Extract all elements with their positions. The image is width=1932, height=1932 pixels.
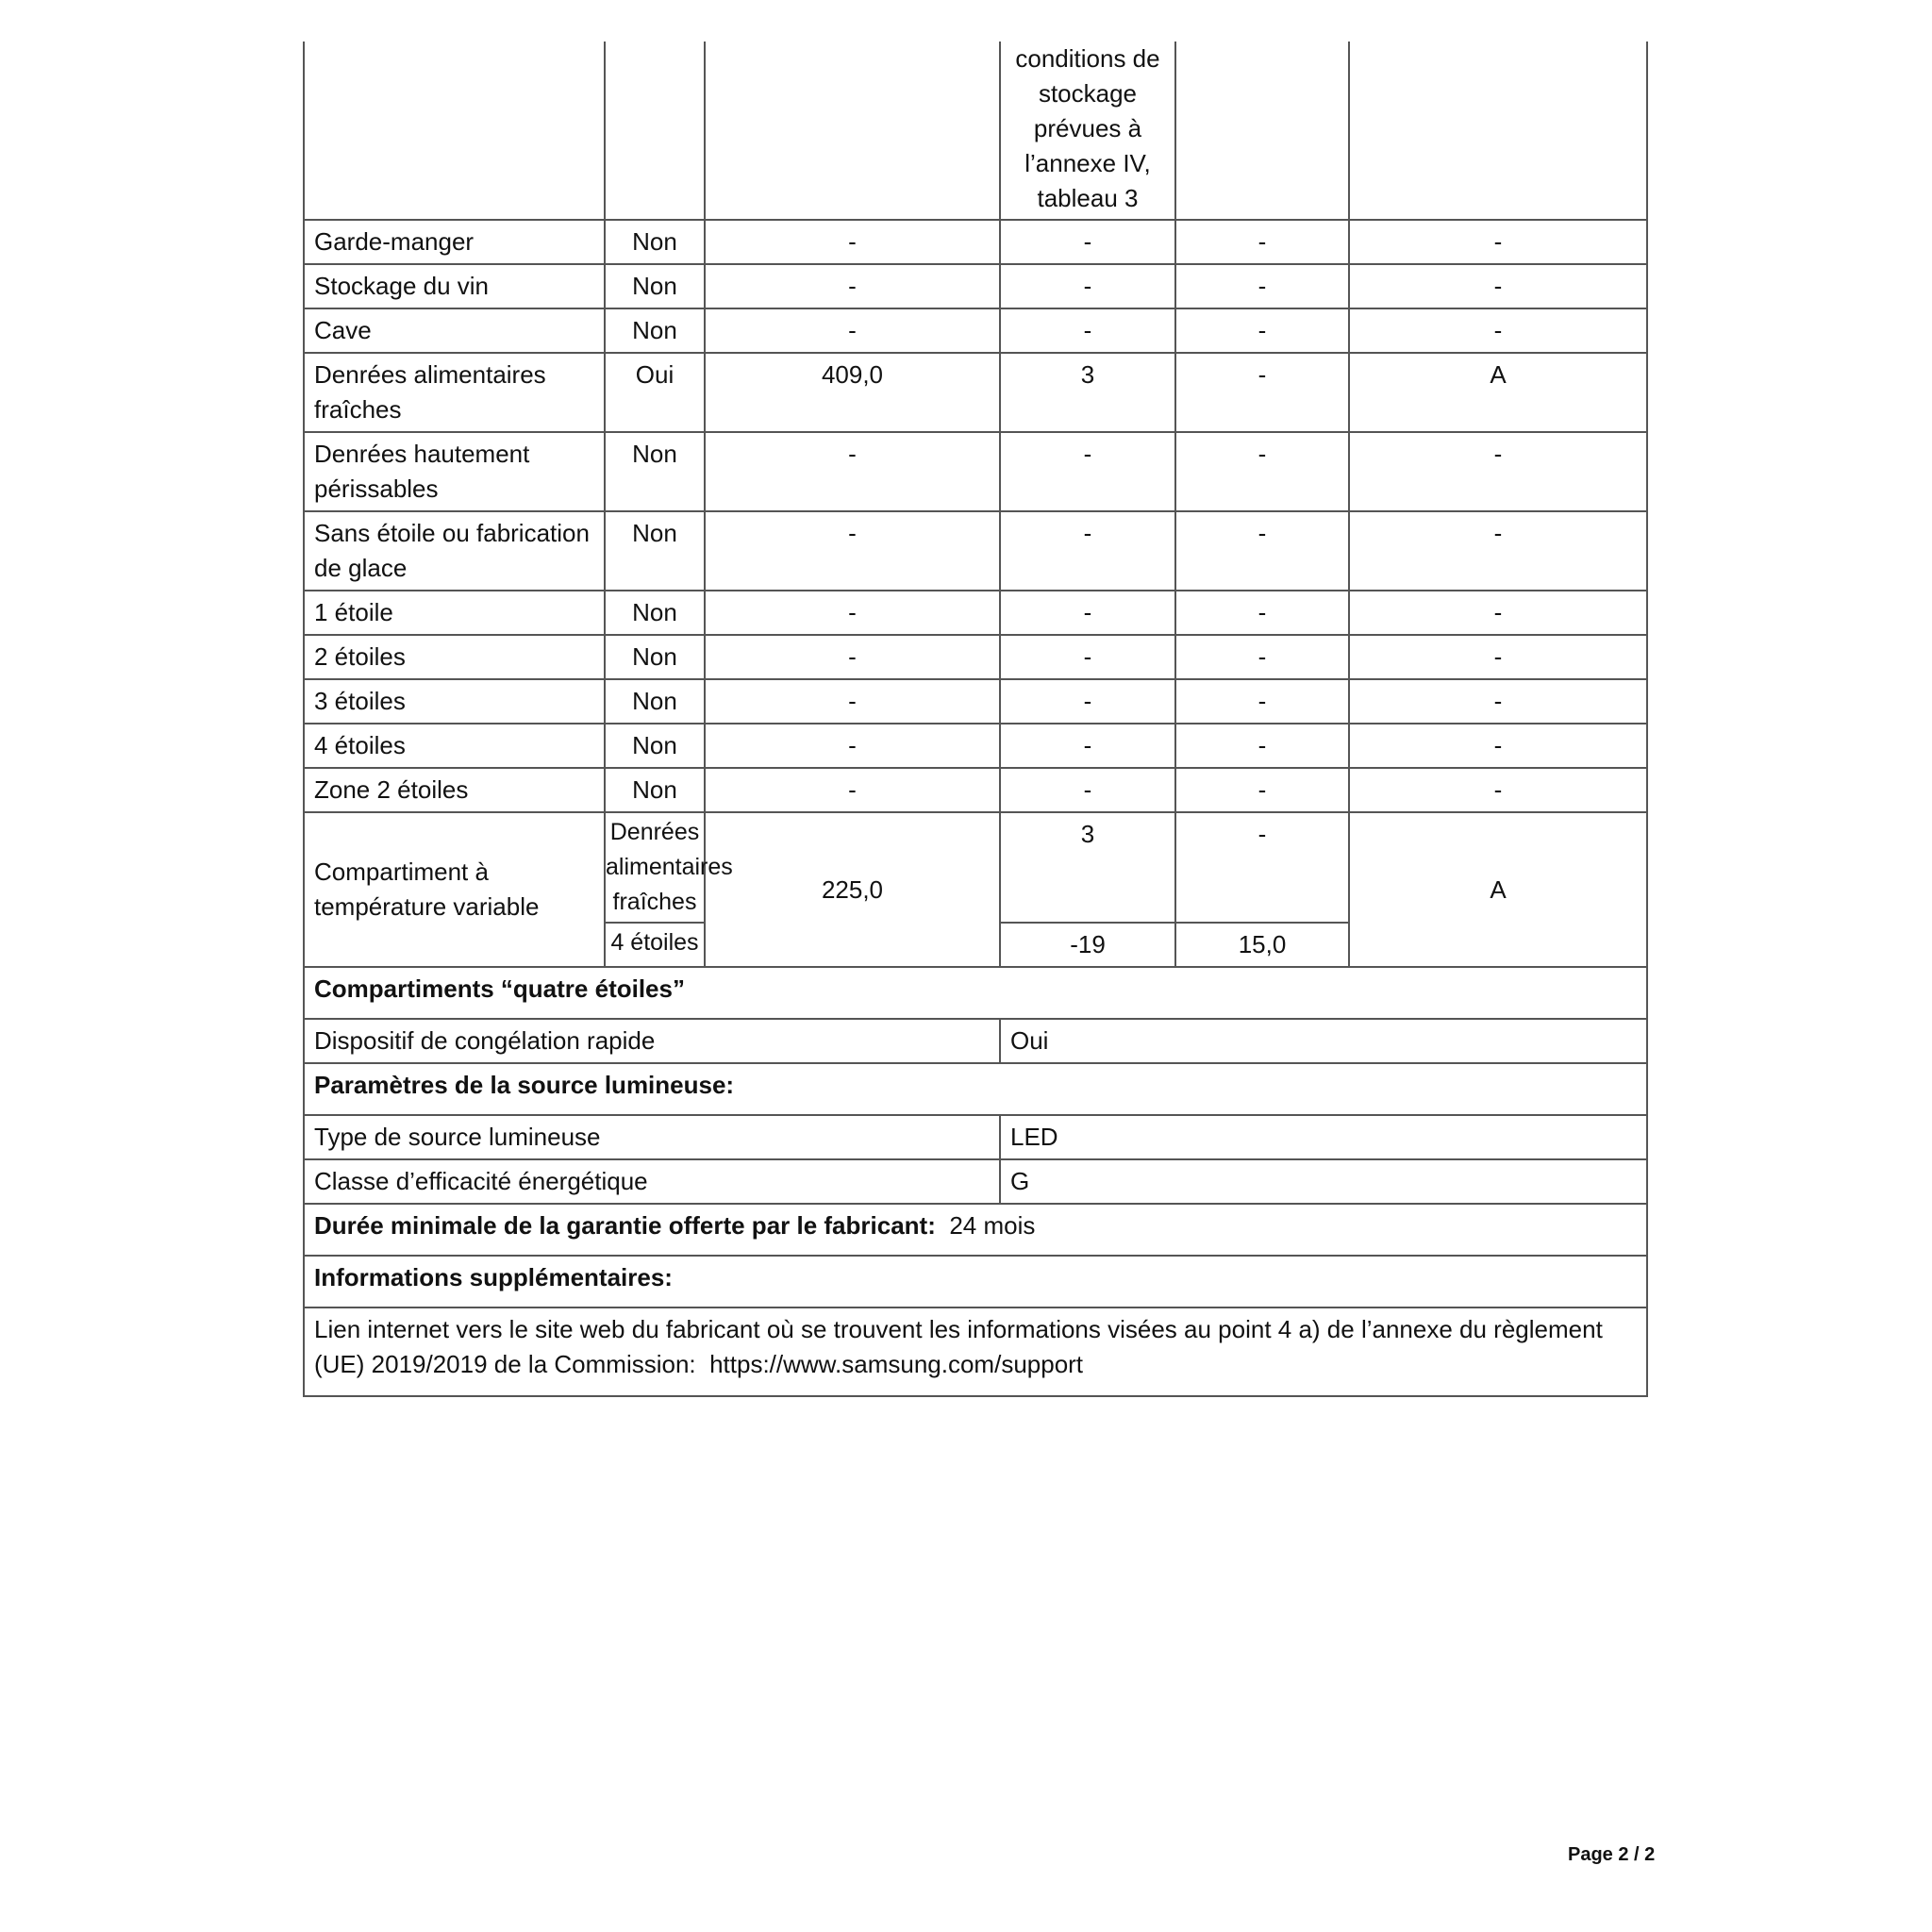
compartment-climate-class: -: [1349, 264, 1647, 308]
page-number: Page 2 / 2: [1568, 1844, 1656, 1865]
variable-temp-fresh: 3: [1000, 812, 1175, 923]
manufacturer-support-link[interactable]: https://www.samsung.com/support: [709, 1350, 1084, 1378]
energy-class-label: Classe d’efficacité énergétique: [304, 1159, 1000, 1204]
compartment-climate-class: -: [1349, 635, 1647, 679]
compartment-name: 1 étoile: [304, 591, 605, 635]
fast-freeze-row: [304, 1019, 1647, 1063]
warranty-row: [304, 1204, 1647, 1256]
table-row: [304, 308, 1647, 353]
compartment-present: Non: [605, 591, 705, 635]
compartment-temperature: -: [1000, 308, 1175, 353]
compartment-volume: -: [705, 768, 1000, 812]
continued-header-cell: [1000, 42, 1175, 220]
light-type-value: LED: [1000, 1115, 1647, 1159]
compartment-present: Non: [605, 635, 705, 679]
table-row: [304, 220, 1647, 264]
compartment-climate-class: -: [1349, 511, 1647, 591]
compartment-present: Non: [605, 220, 705, 264]
compartment-volume: -: [705, 220, 1000, 264]
compartment-temperature: -: [1000, 635, 1175, 679]
compartment-climate-class: -: [1349, 220, 1647, 264]
compartment-freezing-capacity: -: [1175, 724, 1349, 768]
compartment-volume: -: [705, 591, 1000, 635]
compartment-volume: -: [705, 679, 1000, 724]
variable-temp-four-star: -19: [1000, 923, 1175, 967]
extra-heading: Informations supplémentaires:: [304, 1256, 1647, 1307]
compartment-name: 4 étoiles: [304, 724, 605, 768]
extra-info-cell: [304, 1307, 1647, 1396]
variable-compartment-name: Compartiment à température variable: [304, 812, 605, 967]
compartment-volume: -: [705, 635, 1000, 679]
compartment-present: Non: [605, 511, 705, 591]
table-row: [304, 264, 1647, 308]
warranty-value: 24 mois: [949, 1211, 1036, 1240]
compartment-volume: -: [705, 308, 1000, 353]
compartment-freezing-capacity: -: [1175, 220, 1349, 264]
compartment-table: [303, 42, 1648, 1397]
compartment-temperature: -: [1000, 768, 1175, 812]
warranty-label: Durée minimale de la garantie offerte par le fabricant:: [314, 1211, 936, 1240]
variable-sub-fresh: Denrées alimentaires fraîches: [605, 812, 705, 923]
compartment-present: Non: [605, 768, 705, 812]
table-row: [304, 768, 1647, 812]
compartment-present: Oui: [605, 353, 705, 432]
table-row: [304, 635, 1647, 679]
table-row: [304, 591, 1647, 635]
light-type-row: [304, 1115, 1647, 1159]
compartment-climate-class: -: [1349, 308, 1647, 353]
fast-freeze-value: Oui: [1000, 1019, 1647, 1063]
light-heading: Paramètres de la source lumineuse:: [304, 1063, 1647, 1115]
compartment-present: Non: [605, 264, 705, 308]
compartment-freezing-capacity: -: [1175, 635, 1349, 679]
compartment-present: Non: [605, 308, 705, 353]
compartment-volume: -: [705, 724, 1000, 768]
compartment-climate-class: -: [1349, 591, 1647, 635]
extra-info-row: [304, 1307, 1647, 1396]
compartment-temperature: -: [1000, 432, 1175, 511]
compartment-temperature: -: [1000, 220, 1175, 264]
light-type-label: Type de source lumineuse: [304, 1115, 1000, 1159]
table-row: [304, 353, 1647, 432]
table-row: [304, 432, 1647, 511]
fast-freeze-label: Dispositif de congélation rapide: [304, 1019, 1000, 1063]
compartment-present: Non: [605, 724, 705, 768]
compartment-climate-class: -: [1349, 432, 1647, 511]
compartment-climate-class: -: [1349, 724, 1647, 768]
table-row: [304, 679, 1647, 724]
compartment-temperature: -: [1000, 264, 1175, 308]
light-heading-row: [304, 1063, 1647, 1115]
compartment-freezing-capacity: -: [1175, 591, 1349, 635]
compartment-freezing-capacity: -: [1175, 432, 1349, 511]
compartment-freezing-capacity: -: [1175, 264, 1349, 308]
compartment-name: 3 étoiles: [304, 679, 605, 724]
compartment-freezing-capacity: -: [1175, 353, 1349, 432]
compartment-temperature: -: [1000, 724, 1175, 768]
table-row: [304, 724, 1647, 768]
compartment-name: Sans étoile ou fabrication de glace: [304, 511, 605, 591]
variable-capacity-fresh: -: [1175, 812, 1349, 923]
compartment-temperature: -: [1000, 679, 1175, 724]
continued-header-text: conditions de stockage prévues à l’annexe IV, tableau 3: [1015, 44, 1160, 212]
compartment-temperature: 3: [1000, 353, 1175, 432]
compartment-freezing-capacity: -: [1175, 679, 1349, 724]
compartment-climate-class: A: [1349, 353, 1647, 432]
compartment-temperature: -: [1000, 591, 1175, 635]
compartment-freezing-capacity: -: [1175, 768, 1349, 812]
compartment-volume: 409,0: [705, 353, 1000, 432]
compartment-volume: -: [705, 264, 1000, 308]
compartment-present: Non: [605, 679, 705, 724]
compartment-freezing-capacity: -: [1175, 511, 1349, 591]
compartment-freezing-capacity: -: [1175, 308, 1349, 353]
compartment-name: Cave: [304, 308, 605, 353]
four-star-heading-row: [304, 967, 1647, 1019]
extra-info-text: Lien internet vers le site web du fabricant où se trouvent les informations visées au point 4 a) de l’annexe du règlement (UE) 2019/2019 de la Commission:: [314, 1315, 1603, 1378]
variable-climate-class: A: [1349, 812, 1647, 967]
compartment-climate-class: -: [1349, 768, 1647, 812]
compartment-temperature: -: [1000, 511, 1175, 591]
compartment-name: Stockage du vin: [304, 264, 605, 308]
compartment-volume: -: [705, 432, 1000, 511]
variable-capacity-four-star: 15,0: [1175, 923, 1349, 967]
compartment-name: Denrées alimentaires fraîches: [304, 353, 605, 432]
compartment-name: Garde-manger: [304, 220, 605, 264]
variable-row: [304, 812, 1647, 923]
compartment-present: Non: [605, 432, 705, 511]
extra-heading-row: [304, 1256, 1647, 1307]
compartment-name: Zone 2 étoiles: [304, 768, 605, 812]
compartment-name: Denrées hautement périssables: [304, 432, 605, 511]
energy-class-value: G: [1000, 1159, 1647, 1204]
compartment-climate-class: -: [1349, 679, 1647, 724]
continued-header-row: [304, 42, 1647, 220]
warranty-cell: [304, 1204, 1647, 1256]
table-row: [304, 511, 1647, 591]
energy-class-row: [304, 1159, 1647, 1204]
compartment-name: 2 étoiles: [304, 635, 605, 679]
variable-sub-four-star: 4 étoiles: [605, 923, 705, 967]
four-star-heading: Compartiments “quatre étoiles”: [304, 967, 1647, 1019]
variable-volume: 225,0: [705, 812, 1000, 967]
compartment-volume: -: [705, 511, 1000, 591]
